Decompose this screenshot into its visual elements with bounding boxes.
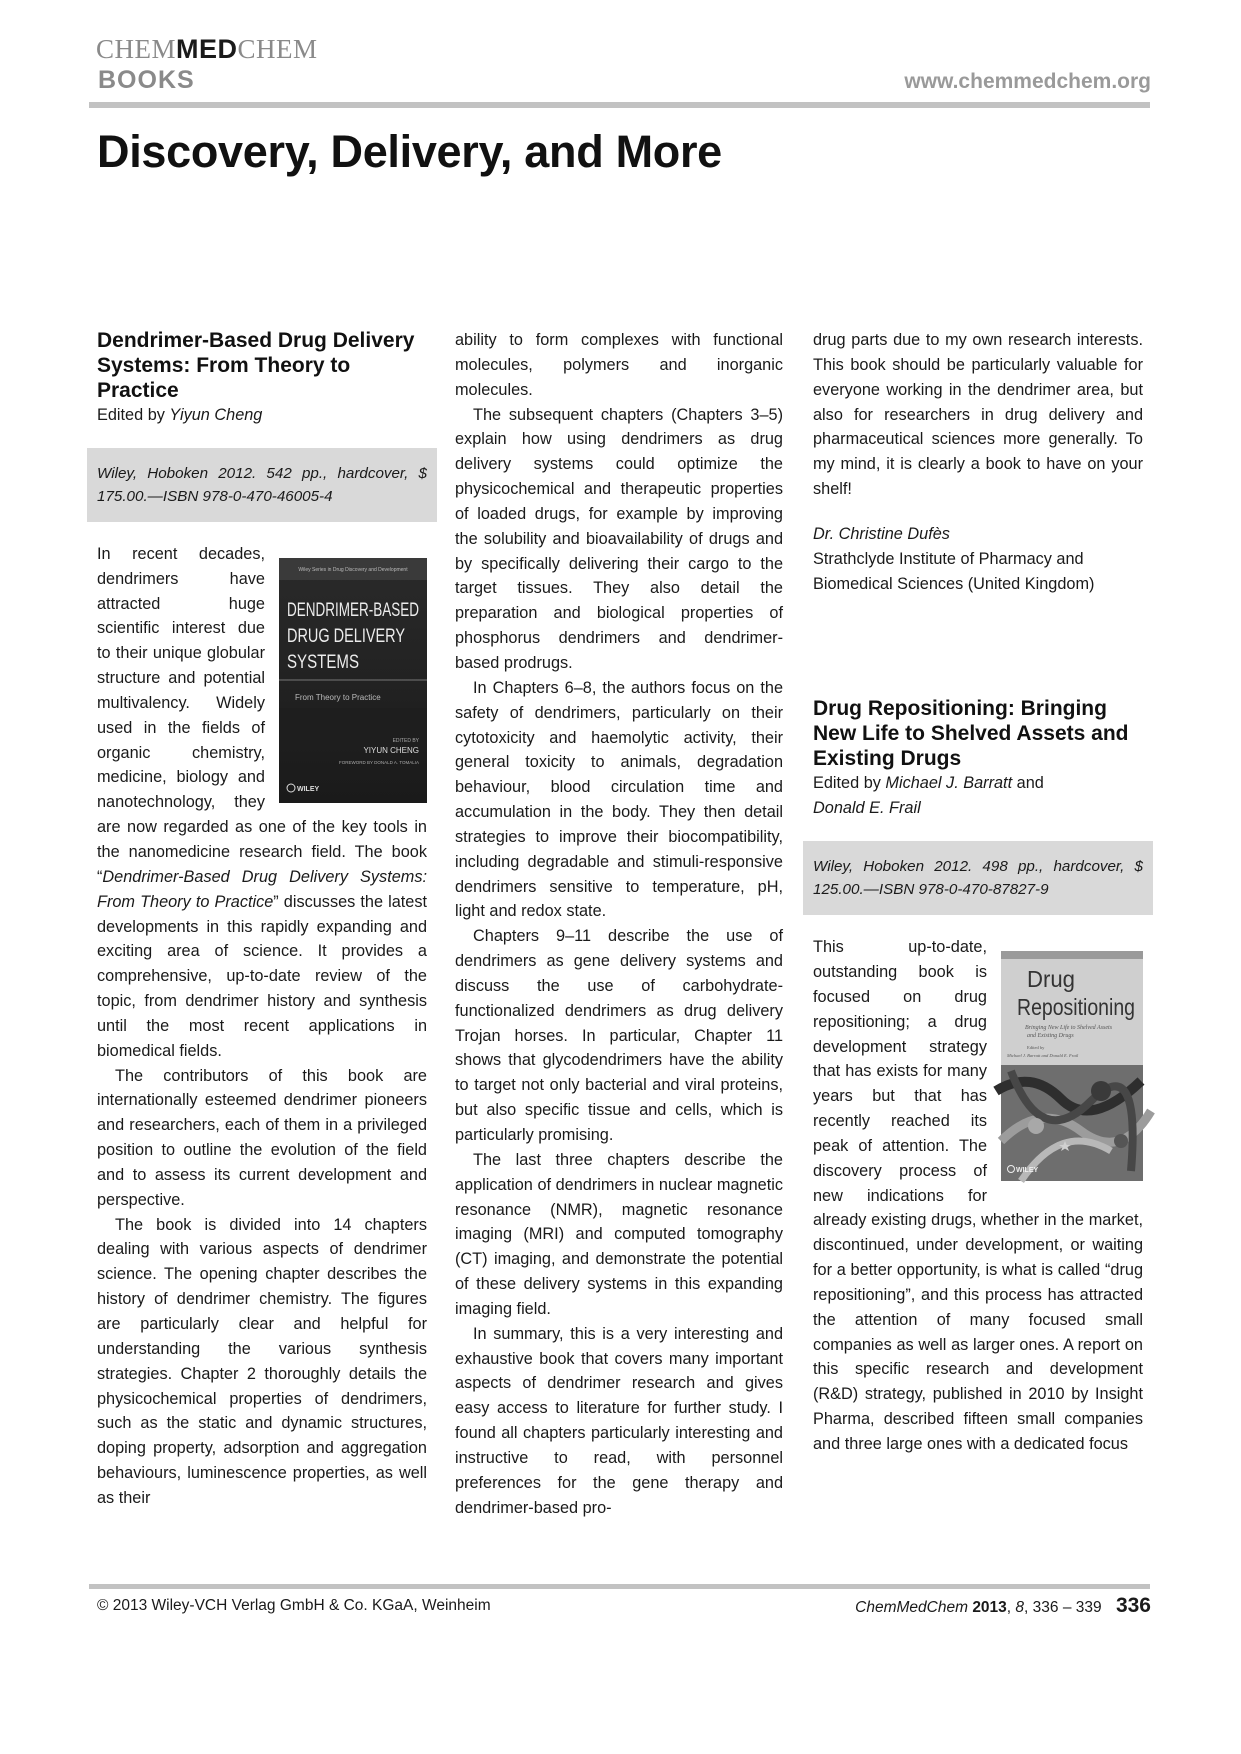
cover2-title-line-1: Drug bbox=[1027, 966, 1075, 993]
review1-paragraph-8: The last three chapters describe the application of dendrimers in nuclear magnetic resonance (NMR), magnetic resonance imaging (MRI) and computed tomography (CT) imaging, and demonstrate the potential of these delivery systems in this expanding imaging field. bbox=[455, 1150, 783, 1318]
review1-p1-text-a: In recent decades, dendrimers have attracted huge scientific interest due to their unique globular structure and potential multivalency. Widely used in the fields of organic chemistry, medicine, biology and nanotechnology, they are now regarded as one of the key tools in the nanomedicine research field. The book “ bbox=[97, 544, 427, 886]
review1-paragraph-6: In Chapters 6–8, the authors focus on the safety of dendrimers, particularly on their cytotoxicity and haemolytic activity, their general toxicity to animals, degradation behaviour, blood circulation time and accumulation in the body. They then detail strategies to improve their biocompatibility, including degradable and stimuli-responsive dendrimers sensitive to temperature, pH, light and redox state. bbox=[455, 678, 783, 921]
review1-paragraph-3: The book is divided into 14 chapters dealing with various aspects of dendrimer science. The opening chapter describes the history of dendrimer chemistry. The figures are particularly clear and helpful for understanding the various synthesis strategies. Chapter 2 thoroughly details the physicochemical properties of dendrimers, such as the static and dynamic structures, doping property, adsorption and aggregation behaviours, luminescence properties, as well as their bbox=[97, 1215, 427, 1507]
cover2-publisher: WILEY bbox=[1016, 1167, 1039, 1175]
cover-subtitle: From Theory to Practice bbox=[295, 692, 381, 702]
publication-info-box-2: Wiley, Hoboken 2012. 498 pp., hardcover, $ 125.00.—ISBN 978-0-470-87827-9 bbox=[803, 841, 1153, 915]
footer-journal: ChemMedChem bbox=[855, 1599, 968, 1616]
editors-prefix-2: Edited by bbox=[813, 774, 886, 793]
review2-paragraph-1: This up-to-date, outstanding book is focused on drug repositioning; a drug development strategy that has exists for many years but that has recently reached its peak of attention. The discovery process of new indications for already existing drugs, whether in the market, discontinued, under development, or waiting for a better opportunity, is what is called “drug repositioning”, and this process has attracted the attention of many focused small companies as well as larger ones. A report on this specific research and development (R&D) strategy, published in 2010 by Insight Pharma, described fifteen small companies and three large ones with a dedicated focus bbox=[813, 938, 1143, 1453]
reviewer-name bbox=[813, 522, 1143, 547]
footer-divider bbox=[89, 1584, 1150, 1589]
review1-paragraph-4: ability to form complexes with functional molecules, polymers and inorganic molecules. bbox=[455, 331, 783, 399]
editor-name: Yiyun Cheng bbox=[169, 406, 263, 424]
editor-name-frail: Donald E. Frail bbox=[813, 799, 921, 818]
cover-title-line-1: DENDRIMER-BASED bbox=[287, 599, 419, 621]
footer-year: 2013 bbox=[972, 1599, 1007, 1616]
editors-line-2 bbox=[813, 771, 1143, 821]
cover2-subtitle-1: Bringing New Life to Shelved Assets bbox=[1025, 1025, 1113, 1032]
reviewer-signature bbox=[813, 522, 1143, 597]
cover2-editors: Michael J. Barratt and Donald E. Frail bbox=[1007, 1053, 1079, 1059]
journal-url-link[interactable]: www.chemmedchem.org bbox=[904, 70, 1151, 93]
book-cover-drug-repositioning bbox=[1001, 951, 1143, 1181]
column-2 bbox=[455, 328, 783, 1521]
page-title: Discovery, Delivery, and More bbox=[97, 126, 722, 177]
editors-line bbox=[97, 403, 427, 428]
cover-title-line-3: SYSTEMS bbox=[287, 651, 359, 673]
cover-foreword: FOREWORD BY DONALD A. TOMALIA bbox=[338, 759, 419, 765]
reviewer-affiliation: Strathclyde Institute of Pharmacy and Biomedical Sciences (United Kingdom) bbox=[813, 549, 1095, 593]
journal-logo-med: MED bbox=[176, 34, 238, 64]
review1-p1-text-b: ” discusses the latest developments in this rapidly expanding and exciting area of science. It provides a comprehensive, up-to-date review of the topic, from dendrimer history and synthesis until the most recent applications in biomedical fields. bbox=[97, 892, 427, 1060]
editors-and: and bbox=[1012, 774, 1044, 793]
footer-volume: 8 bbox=[1015, 1599, 1025, 1616]
footer-pages: 336 – 339 bbox=[1032, 1599, 1102, 1616]
cover-publisher: WILEY bbox=[297, 785, 320, 793]
column-3 bbox=[813, 328, 1143, 1457]
book-cover-dendrimer bbox=[279, 558, 427, 803]
book-title-dendrimer: Dendrimer-Based Drug Delivery Systems: From Theory to Practice bbox=[97, 329, 415, 402]
cover2-title-line-2: Repositioning bbox=[1017, 994, 1135, 1021]
book-cover-dendrimer-image bbox=[279, 558, 427, 803]
cover2-edited-by: Edited by bbox=[1027, 1045, 1045, 1051]
cover2-subtitle-2: and Existing Drugs bbox=[1027, 1033, 1074, 1040]
header-divider bbox=[89, 102, 1150, 108]
cover-edited-by: EDITED BY bbox=[392, 737, 419, 744]
cover-title-line-2: DRUG DELIVERY bbox=[287, 625, 406, 647]
column-1 bbox=[97, 328, 427, 1511]
page-number: 336 bbox=[1115, 1594, 1151, 1617]
journal-logo-chem-left: CHEM bbox=[96, 34, 177, 64]
cover-editor: YIYUN CHENG bbox=[363, 745, 419, 755]
reviewer-name-text: Dr. Christine Dufès bbox=[813, 524, 950, 543]
book-cover-drug-repositioning-image bbox=[1001, 951, 1143, 1181]
editors-prefix: Edited by bbox=[97, 406, 170, 424]
editor-name-barratt: Michael J. Barratt bbox=[885, 774, 1013, 793]
footer-citation: ChemMedChem 2013, 8, 336 – 339 336 bbox=[855, 1594, 1151, 1617]
review1-paragraph-7: Chapters 9–11 describe the use of dendrimers as gene delivery systems and discuss the use of carbohydrate-functionalized dendrimers as drug delivery Trojan horses. In particular, Chapter 11 shows that glycodendrimers have the ability to target not only bacterial and viral proteins, but also specific tissue and cells, which is particularly promising. bbox=[455, 927, 783, 1144]
section-label: BOOKS bbox=[98, 66, 195, 94]
review1-paragraph-10: drug parts due to my own research interests. This book should be particularly valuable for everyone working in the dendrimer area, but also for researchers in drug delivery and pharmaceutical sciences more generally. To my mind, it is clearly a book to have on your shelf! bbox=[813, 331, 1143, 499]
review1-paragraph-9: In summary, this is a very interesting and exhaustive book that covers many important aspects of dendrimer research and gives easy access to literature for further study. I found all chapters particularly interesting and instructive to read, with personnel preferences for the gene therapy and dendrimer-based pro- bbox=[455, 1324, 783, 1517]
review1-paragraph-5: The subsequent chapters (Chapters 3–5) explain how using dendrimers as drug delivery systems could optimize the physicochemical and therapeutic properties of loaded drugs, for example by improving the solubility and bioavailability of drugs and by specifically delivering their cargo to the target tissues. They also detail the preparation and biological properties of phosphorus dendrimers and dendrimer-based prodrugs. bbox=[455, 405, 783, 672]
book-title-drug-repositioning: Drug Repositioning: Bringing New Life to Shelved Assets and Existing Drugs bbox=[813, 697, 1129, 771]
copyright-notice: © 2013 Wiley-VCH Verlag GmbH & Co. KGaA, Weinheim bbox=[97, 1597, 491, 1614]
review1-paragraph-2: The contributors of this book are internationally esteemed dendrimer pioneers and researchers, each of them in a privileged position to outline the evolution of the field and to assess its current development and perspective. bbox=[97, 1066, 427, 1209]
publication-info-box: Wiley, Hoboken 2012. 542 pp., hardcover, $ 175.00.—ISBN 978-0-470-46005-4 bbox=[87, 448, 437, 522]
journal-logo bbox=[96, 34, 318, 64]
review1-p1-book-title: Dendrimer-Based Drug Delivery Systems: From Theory to Practice bbox=[97, 867, 427, 911]
review-spacer bbox=[813, 596, 1143, 696]
cover-series-line: Wiley Series in Drug Discovery and Development bbox=[298, 566, 408, 573]
journal-logo-chem-right: CHEM bbox=[237, 34, 318, 64]
